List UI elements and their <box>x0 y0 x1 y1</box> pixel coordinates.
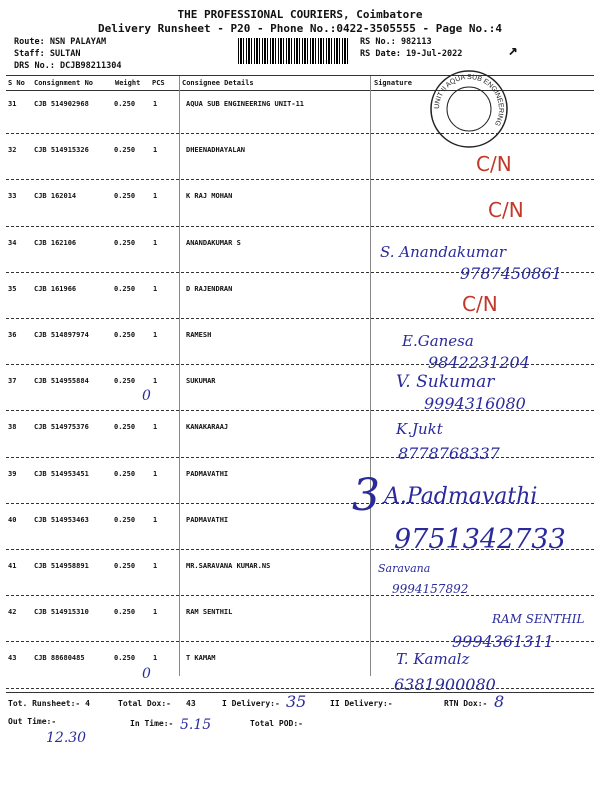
phone-34: 9787450861 <box>460 264 562 283</box>
route-label: Route: NSN PALAYAM <box>14 37 107 47</box>
row-pcs: 1 <box>153 515 158 524</box>
total-pod-label: Total POD:- <box>250 719 303 728</box>
phone-40: 9751342733 <box>394 524 566 555</box>
row-pcs: 1 <box>153 146 158 155</box>
row-weight: 0.250 <box>114 608 136 617</box>
staff-label: Staff: SULTAN <box>14 49 81 59</box>
table-row <box>0 416 600 462</box>
row-separator <box>6 457 594 458</box>
row-separator <box>6 226 594 227</box>
rs-number: RS No.: 982113 <box>360 37 432 47</box>
signature-36: E.Ganesa <box>402 332 474 350</box>
company-title: THE PROFESSIONAL COURIERS, Coimbatore <box>177 8 423 21</box>
phone-36: 9842231204 <box>428 353 530 372</box>
row-consignment-no: CJB 88680485 <box>34 654 85 663</box>
row-consignee: SUKUMAR <box>186 377 216 386</box>
row-sno: 39 <box>8 469 17 478</box>
in-time-value: 5.15 <box>180 717 212 733</box>
row-sno: 31 <box>8 100 17 108</box>
stamp-ring-text: UNIT II AQUA SUB ENGINEERING <box>433 73 505 127</box>
barcode <box>238 38 350 64</box>
handwritten-mark-37: 0 <box>142 388 151 404</box>
col-sno: S No <box>8 79 25 87</box>
tick-mark: ↗ <box>508 40 518 59</box>
out-time-value: 12.30 <box>46 730 87 746</box>
runsheet-subtitle: Delivery Runsheet - P20 - Phone No.:0422-3505555 - Page No.:4 <box>98 22 502 35</box>
phone-38: 8778768337 <box>398 444 500 463</box>
row-consignee: MR.SARAVANA KUMAR.NS <box>186 562 271 570</box>
company-stamp <box>428 68 510 150</box>
row-pcs: 1 <box>153 562 158 570</box>
row-pcs: 1 <box>153 469 158 478</box>
signature-37: V. Sukumar <box>396 372 495 392</box>
row-consignee: DHEENADHAYALAN <box>186 146 246 155</box>
row-sno: 43 <box>8 654 17 663</box>
row-consignee: RAMESH <box>186 331 212 339</box>
row-pcs: 1 <box>153 654 158 663</box>
in-time-label: In Time:- <box>130 719 174 728</box>
handwritten-mark-43: 0 <box>142 666 151 682</box>
row-consignment-no: CJB 514902968 <box>34 100 89 108</box>
row-consignment-no: CJB 514897974 <box>34 331 89 339</box>
table-row <box>0 278 600 324</box>
row-sno: 38 <box>8 423 17 432</box>
row-sno: 35 <box>8 284 17 293</box>
handwritten-cn-35: C/N <box>462 292 498 316</box>
row-consignment-no: CJB 514953463 <box>34 515 89 524</box>
brace-mark: 3 <box>352 470 380 521</box>
signature-43: T. Kamalz <box>396 650 470 668</box>
row-consignee: KANAKARAAJ <box>186 423 229 432</box>
i-delivery-label: I Delivery:- <box>222 699 280 708</box>
row-consignment-no: CJB 514915326 <box>34 146 89 155</box>
row-sno: 32 <box>8 146 17 155</box>
drs-number: DRS No.: DCJB98211304 <box>14 61 122 71</box>
row-pcs: 1 <box>153 608 158 617</box>
tot-runsheet: Tot. Runsheet:- 4 <box>8 699 90 708</box>
row-weight: 0.250 <box>114 146 136 155</box>
row-sno: 34 <box>8 238 17 247</box>
row-consignee: PADMAVATHI <box>186 469 229 478</box>
row-weight: 0.250 <box>114 238 136 247</box>
row-consignee: AQUA SUB ENGINEERING UNIT-11 <box>186 100 305 108</box>
signature-38: K.Jukt <box>396 420 443 438</box>
row-weight: 0.250 <box>114 284 136 293</box>
row-pcs: 1 <box>153 331 158 339</box>
row-pcs: 1 <box>153 100 158 108</box>
row-weight: 0.250 <box>114 562 136 570</box>
row-weight: 0.250 <box>114 377 136 386</box>
row-pcs: 1 <box>153 238 158 247</box>
total-dox-value: 43 <box>186 699 196 708</box>
row-separator <box>6 595 594 596</box>
col-consignment: Consignment No <box>34 79 94 87</box>
row-consignee: T KAMAM <box>186 654 216 663</box>
row-pcs: 1 <box>153 192 158 201</box>
signature-41: Saravana <box>378 562 431 575</box>
row-weight: 0.250 <box>114 654 136 663</box>
row-consignee: D RAJENDRAN <box>186 284 233 293</box>
row-sno: 40 <box>8 515 17 524</box>
row-weight: 0.250 <box>114 515 136 524</box>
ii-delivery-label: II Delivery:- <box>330 699 393 708</box>
i-delivery-value: 35 <box>286 692 307 711</box>
rs-date: RS Date: 19-Jul-2022 <box>360 49 463 59</box>
row-sno: 37 <box>8 377 17 386</box>
phone-37: 9994316080 <box>424 394 526 413</box>
handwritten-cn-33: C/N <box>488 198 524 222</box>
row-consignment-no: CJB 161966 <box>34 284 77 293</box>
row-consignment-no: CJB 162106 <box>34 238 77 247</box>
col-consignee: Consignee Details <box>182 79 254 87</box>
phone-43: 6381900080 <box>394 675 496 694</box>
row-separator <box>6 318 594 319</box>
row-consignment-no: CJB 514975376 <box>34 423 89 432</box>
row-weight: 0.250 <box>114 100 136 108</box>
row-consignment-no: CJB 514915310 <box>34 608 89 617</box>
row-weight: 0.250 <box>114 469 136 478</box>
signature-39: A.Padmavathi <box>384 484 538 509</box>
row-consignment-no: CJB 162014 <box>34 192 77 201</box>
signature-42: RAM SENTHIL <box>492 612 585 626</box>
row-weight: 0.250 <box>114 331 136 339</box>
row-weight: 0.250 <box>114 423 136 432</box>
row-sno: 36 <box>8 331 17 339</box>
table-row <box>0 555 600 601</box>
row-sno: 33 <box>8 192 17 201</box>
row-weight: 0.250 <box>114 192 136 201</box>
table-row <box>0 647 600 693</box>
col-pcs: PCS <box>152 79 165 87</box>
phone-41: 9994157892 <box>392 582 469 596</box>
svg-text:UNIT II AQUA SUB ENGINEERING <box>434 74 504 127</box>
row-consignment-no: CJB 514953451 <box>34 469 89 478</box>
col-signature: Signature <box>374 79 412 87</box>
row-consignee: ANANDAKUMAR S <box>186 238 241 247</box>
row-consignee: K RAJ MOHAN <box>186 192 233 201</box>
handwritten-cn-32: C/N <box>476 152 512 176</box>
rtn-dox-value: 8 <box>494 692 505 711</box>
row-sno: 42 <box>8 608 17 617</box>
rtn-dox-label: RTN Dox:- <box>444 699 488 708</box>
row-separator <box>6 179 594 180</box>
row-consignment-no: CJB 514955884 <box>34 377 89 386</box>
row-consignee: RAM SENTHIL <box>186 608 233 617</box>
row-pcs: 1 <box>153 284 158 293</box>
row-sno: 41 <box>8 562 17 570</box>
row-consignee: PADMAVATHI <box>186 515 229 524</box>
total-dox-label: Total Dox:- <box>118 699 171 708</box>
row-pcs: 1 <box>153 377 158 386</box>
out-time-label: Out Time:- <box>8 717 57 726</box>
col-weight: Weight <box>115 79 141 87</box>
phone-42: 9994361311 <box>452 632 554 651</box>
row-consignment-no: CJB 514958891 <box>34 562 89 570</box>
table-row <box>0 93 600 139</box>
row-pcs: 1 <box>153 423 158 432</box>
row-separator <box>6 688 594 689</box>
signature-34: S. Anandakumar <box>380 243 507 261</box>
